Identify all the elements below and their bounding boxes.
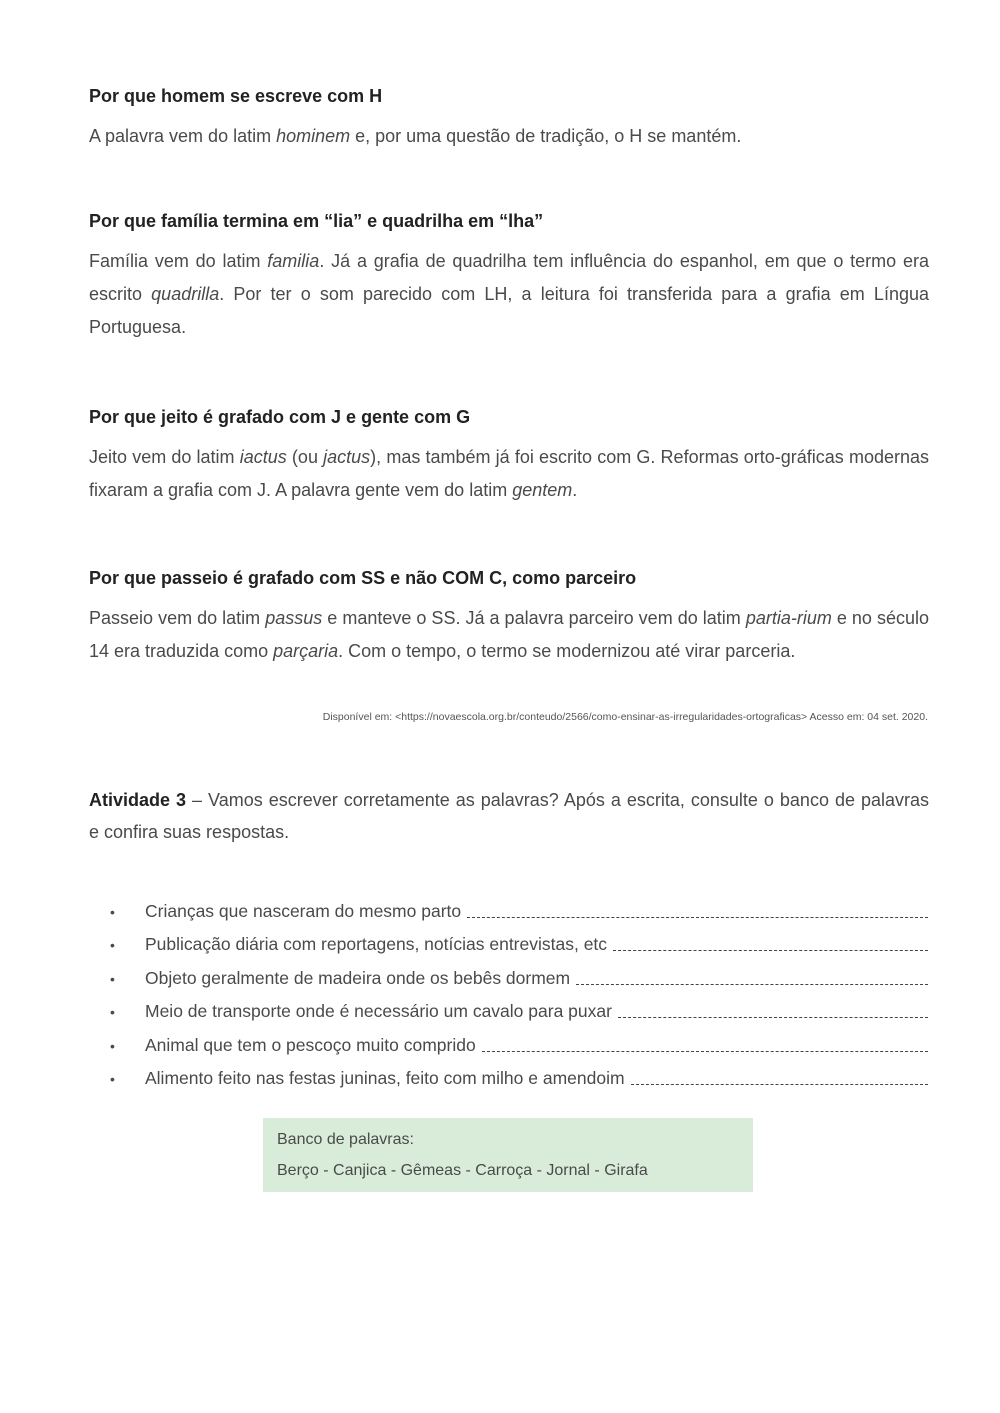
- section-body: [89, 245, 929, 344]
- bullet: •: [110, 937, 115, 953]
- answer-field[interactable]: [467, 899, 928, 918]
- section-homem: [89, 84, 929, 153]
- bullet: •: [110, 903, 115, 920]
- text-run: Família vem do latim: [89, 251, 268, 271]
- latin-term: hominem: [276, 126, 351, 146]
- section-heading: Por que passeio é grafado com SS e não COM C, como parceiro: [89, 568, 637, 588]
- answer-field[interactable]: [618, 999, 928, 1018]
- answer-field[interactable]: [613, 932, 928, 951]
- text-run: . Com o tempo, o termo se modernizou até virar parceria.: [338, 641, 796, 661]
- question-item: [110, 1024, 928, 1058]
- text-run: Jeito vem do latim: [89, 447, 240, 467]
- section-body: [89, 441, 929, 507]
- latin-term: passus: [265, 608, 323, 628]
- question-text: Animal que tem o pescoço muito comprido: [145, 1034, 476, 1055]
- question-text: Alimento feito nas festas juninas, feito com milho e amendoim: [145, 1068, 625, 1088]
- answer-field[interactable]: [631, 1066, 928, 1085]
- question-item: [110, 924, 928, 958]
- latin-term: iactus: [239, 447, 287, 467]
- question-list: [110, 890, 928, 1091]
- latin-term: gentem: [512, 480, 573, 500]
- bullet: •: [110, 1037, 115, 1054]
- question-text: Crianças que nasceram do mesmo parto: [145, 900, 462, 921]
- answer-field[interactable]: [482, 1033, 928, 1052]
- latin-term: parçaria: [273, 641, 339, 661]
- text-run: . Por ter o som parecido com LH, a leitura foi transferida para a grafia em Língua Portuguesa.: [89, 284, 929, 337]
- section-heading: Por que homem se escreve com H: [89, 86, 383, 106]
- text-run: Passeio vem do latim: [89, 608, 266, 628]
- activity-label: Atividade 3: [89, 790, 187, 810]
- section-passeio: [89, 566, 929, 668]
- text-run: e manteve o SS. Já a palavra parceiro vem do latim: [322, 608, 746, 628]
- section-jeito: [89, 405, 929, 507]
- bullet: •: [110, 1071, 115, 1087]
- section-body: [89, 120, 929, 153]
- activity-instructions: [89, 784, 929, 848]
- latin-term: partia-rium: [745, 608, 832, 628]
- text-run: e, por uma questão de tradição, o H se mantém.: [350, 126, 742, 146]
- text-run: ), mas também já foi escrito com G. Reformas orto-gráficas modernas fixaram a grafia com J. A palavra gente vem do latim: [89, 447, 929, 500]
- question-item: [110, 1058, 928, 1092]
- question-item: [110, 957, 928, 991]
- text-run: e no século 14 era traduzida como: [89, 608, 929, 661]
- text-run: (ou: [286, 447, 324, 467]
- latin-term: familia: [267, 251, 320, 271]
- bullet: •: [110, 1004, 115, 1020]
- section-body: [89, 602, 929, 668]
- bullet: •: [110, 970, 115, 987]
- text-run: .: [572, 480, 578, 500]
- answer-field[interactable]: [576, 966, 928, 985]
- activity-text: – Vamos escrever corretamente as palavras? Após a escrita, consulte o banco de palavras e confira suas respostas.: [89, 790, 929, 842]
- text-run: . Já a grafia de quadrilha tem influência do espanhol, em que o termo era escrito: [89, 251, 930, 304]
- section-familia: [89, 209, 929, 344]
- question-text: Objeto geralmente de madeira onde os bebês dormem: [145, 967, 571, 988]
- question-text: Meio de transporte onde é necessário um cavalo para puxar: [145, 1001, 612, 1021]
- section-heading: Por que jeito é grafado com J e gente com G: [89, 407, 471, 427]
- question-text: Publicação diária com reportagens, notícias entrevistas, etc: [145, 934, 608, 954]
- latin-term: quadrilla: [151, 284, 220, 304]
- text-run: A palavra vem do latim: [89, 126, 277, 146]
- word-bank-words: Berço - Canjica - Gêmeas - Carroça - Jornal - Girafa: [277, 1162, 648, 1179]
- latin-term: jactus: [323, 447, 371, 467]
- word-bank-title: Banco de palavras:: [277, 1131, 414, 1148]
- word-bank: [263, 1118, 753, 1192]
- source-citation: Disponível em: <https://novaescola.org.br/conteudo/2566/como-ensinar-as-irregularidades-ortograficas> Acesso em: 04 set. 2020.: [322, 711, 928, 723]
- section-heading: Por que família termina em “lia” e quadrilha em “lha”: [89, 211, 544, 231]
- question-item: [110, 890, 928, 924]
- question-item: [110, 991, 928, 1025]
